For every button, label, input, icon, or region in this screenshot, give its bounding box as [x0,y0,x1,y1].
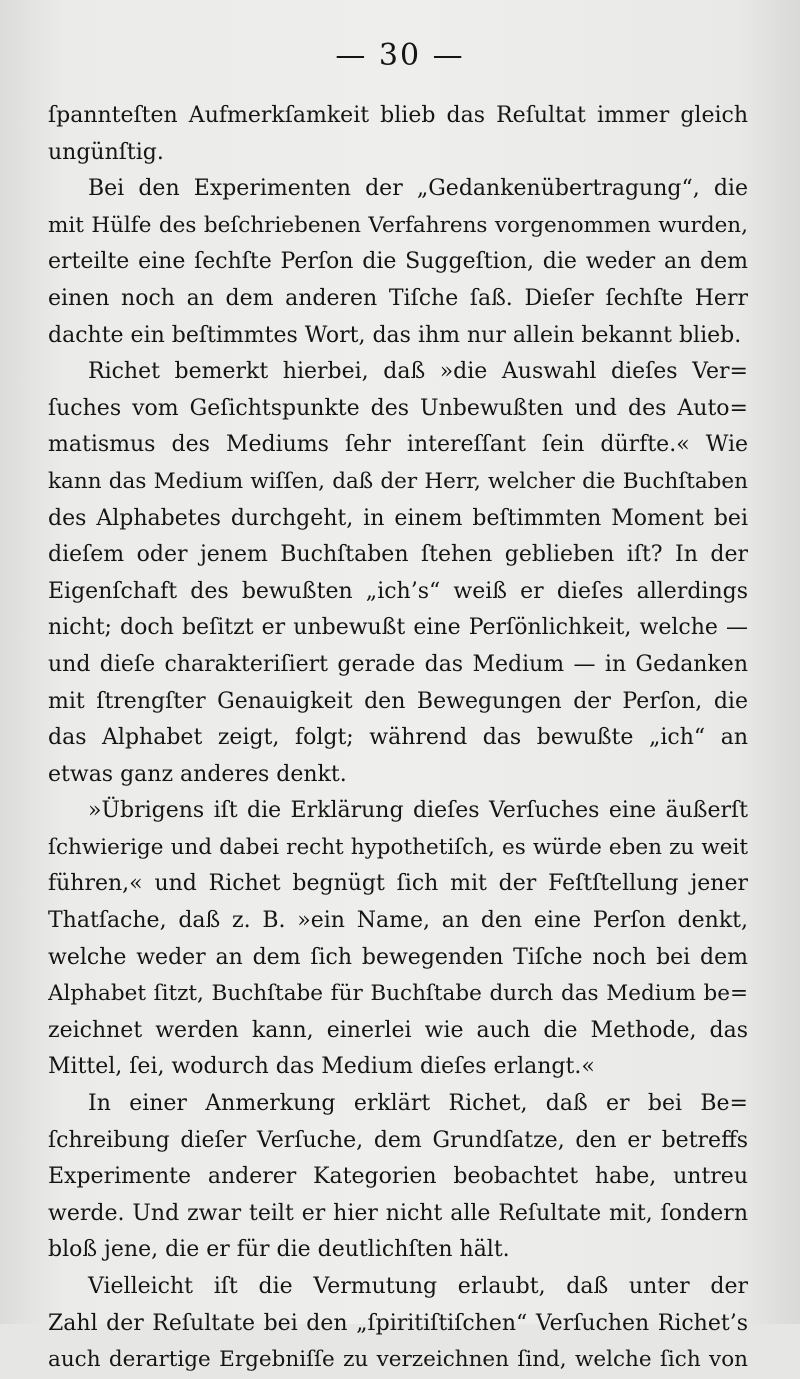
text-line: Eigenſchaft des bewußten „ich’s“ weiß er dieſes allerdings [48,578,748,604]
text-line: führen,« und Richet begnügt ſich mit der Feſtſtellung jener [48,871,748,897]
text-line: ſchwierige und dabei recht hypothetiſch, es würde eben zu weit [48,834,748,860]
text-line: Zahl der Reſultate bei den „ſpiritiſtiſchen“ Verſuchen Richet’s [48,1310,748,1336]
text-line: dieſem oder jenem Buchſtaben ſtehen geblieben iſt? In der [48,542,748,568]
text-line: ſchreibung dieſer Verſuche, dem Grundſatze, den er betreffs [48,1127,748,1153]
text-line: kann das Medium wiſſen, daß der Herr, welcher die Buchſtaben [48,468,748,494]
text-line: zeichnet werden kann, einerlei wie auch die Methode, das [48,1017,748,1043]
text-line: und dieſe charakteriſiert gerade das Medium — in Gedanken [48,651,748,677]
text-line: des Alphabetes durchgeht, in einem beſtimmten Moment bei [48,505,748,531]
text-line: dachte ein beſtimmtes Wort, das ihm nur allein bekannt blieb. [48,322,742,348]
text-line: auch derartige Ergebniſſe zu verzeichnen ſind, welche ſich von [48,1347,748,1373]
text-line: Thatſache, daß z. B. »ein Name, an den eine Perſon denkt, [48,908,748,934]
text-line: Experimente anderer Kategorien beobachtet habe, untreu [48,1164,748,1190]
text-line: matismus des Mediums ſehr intereſſant ſein dürfte.« Wie [48,432,748,458]
text-line: bloß jene, die er für die deutlichſten hält. [48,1237,510,1263]
text-line: ungünſtig. [48,139,164,165]
text-line: nicht; doch beſitzt er unbewußt eine Perſönlichkeit, welche — [48,615,748,641]
text-line: ſuches vom Geſichtspunkte des Unbewußten und des Auto= [48,395,748,421]
body-text [48,98,748,1379]
text-line: welche weder an dem ſich bewegenden Tiſche noch bei dem [48,944,748,970]
text-line: Alphabet ſitzt, Buchſtabe für Buchſtabe durch das Medium be= [48,981,748,1007]
text-line: Mittel, ſei, wodurch das Medium dieſes erlangt.« [48,1054,595,1080]
text-line: mit Hülfe des beſchriebenen Verfahrens vorgenommen wurden, [48,212,748,238]
text-line: erteilte eine ſechſte Perſon die Suggeſtion, die weder an dem [48,249,748,275]
text-line: das Alphabet zeigt, folgt; während das bewußte „ich“ an [48,725,748,751]
text-line: Bei den Experimenten der „Gedankenübertragung“, die [88,176,748,202]
text-line: Vielleicht iſt die Vermutung erlaubt, daß unter der [88,1274,748,1299]
text-line: werde. Und zwar teilt er hier nicht alle Reſultate mit, ſondern [48,1200,748,1226]
text-line: mit ſtrengſter Genauigkeit den Bewegungen der Perſon, die [48,688,748,714]
text-line: »Übrigens iſt die Erklärung dieſes Verſuches eine äußerſt [88,798,748,824]
text-line: Richet bemerkt hierbei, daß »die Auswahl dieſes Ver= [88,359,748,385]
text-line: einen noch an dem anderen Tiſche ſaß. Dieſer ſechſte Herr [48,285,748,311]
text-line: etwas ganz anderes denkt. [48,761,347,787]
text-line: ſpannteſten Aufmerkſamkeit blieb das Reſultat immer gleich [48,103,748,128]
text-line: In einer Anmerkung erklärt Richet, daß er bei Be= [88,1091,748,1117]
page-number: — 30 — [335,38,465,73]
